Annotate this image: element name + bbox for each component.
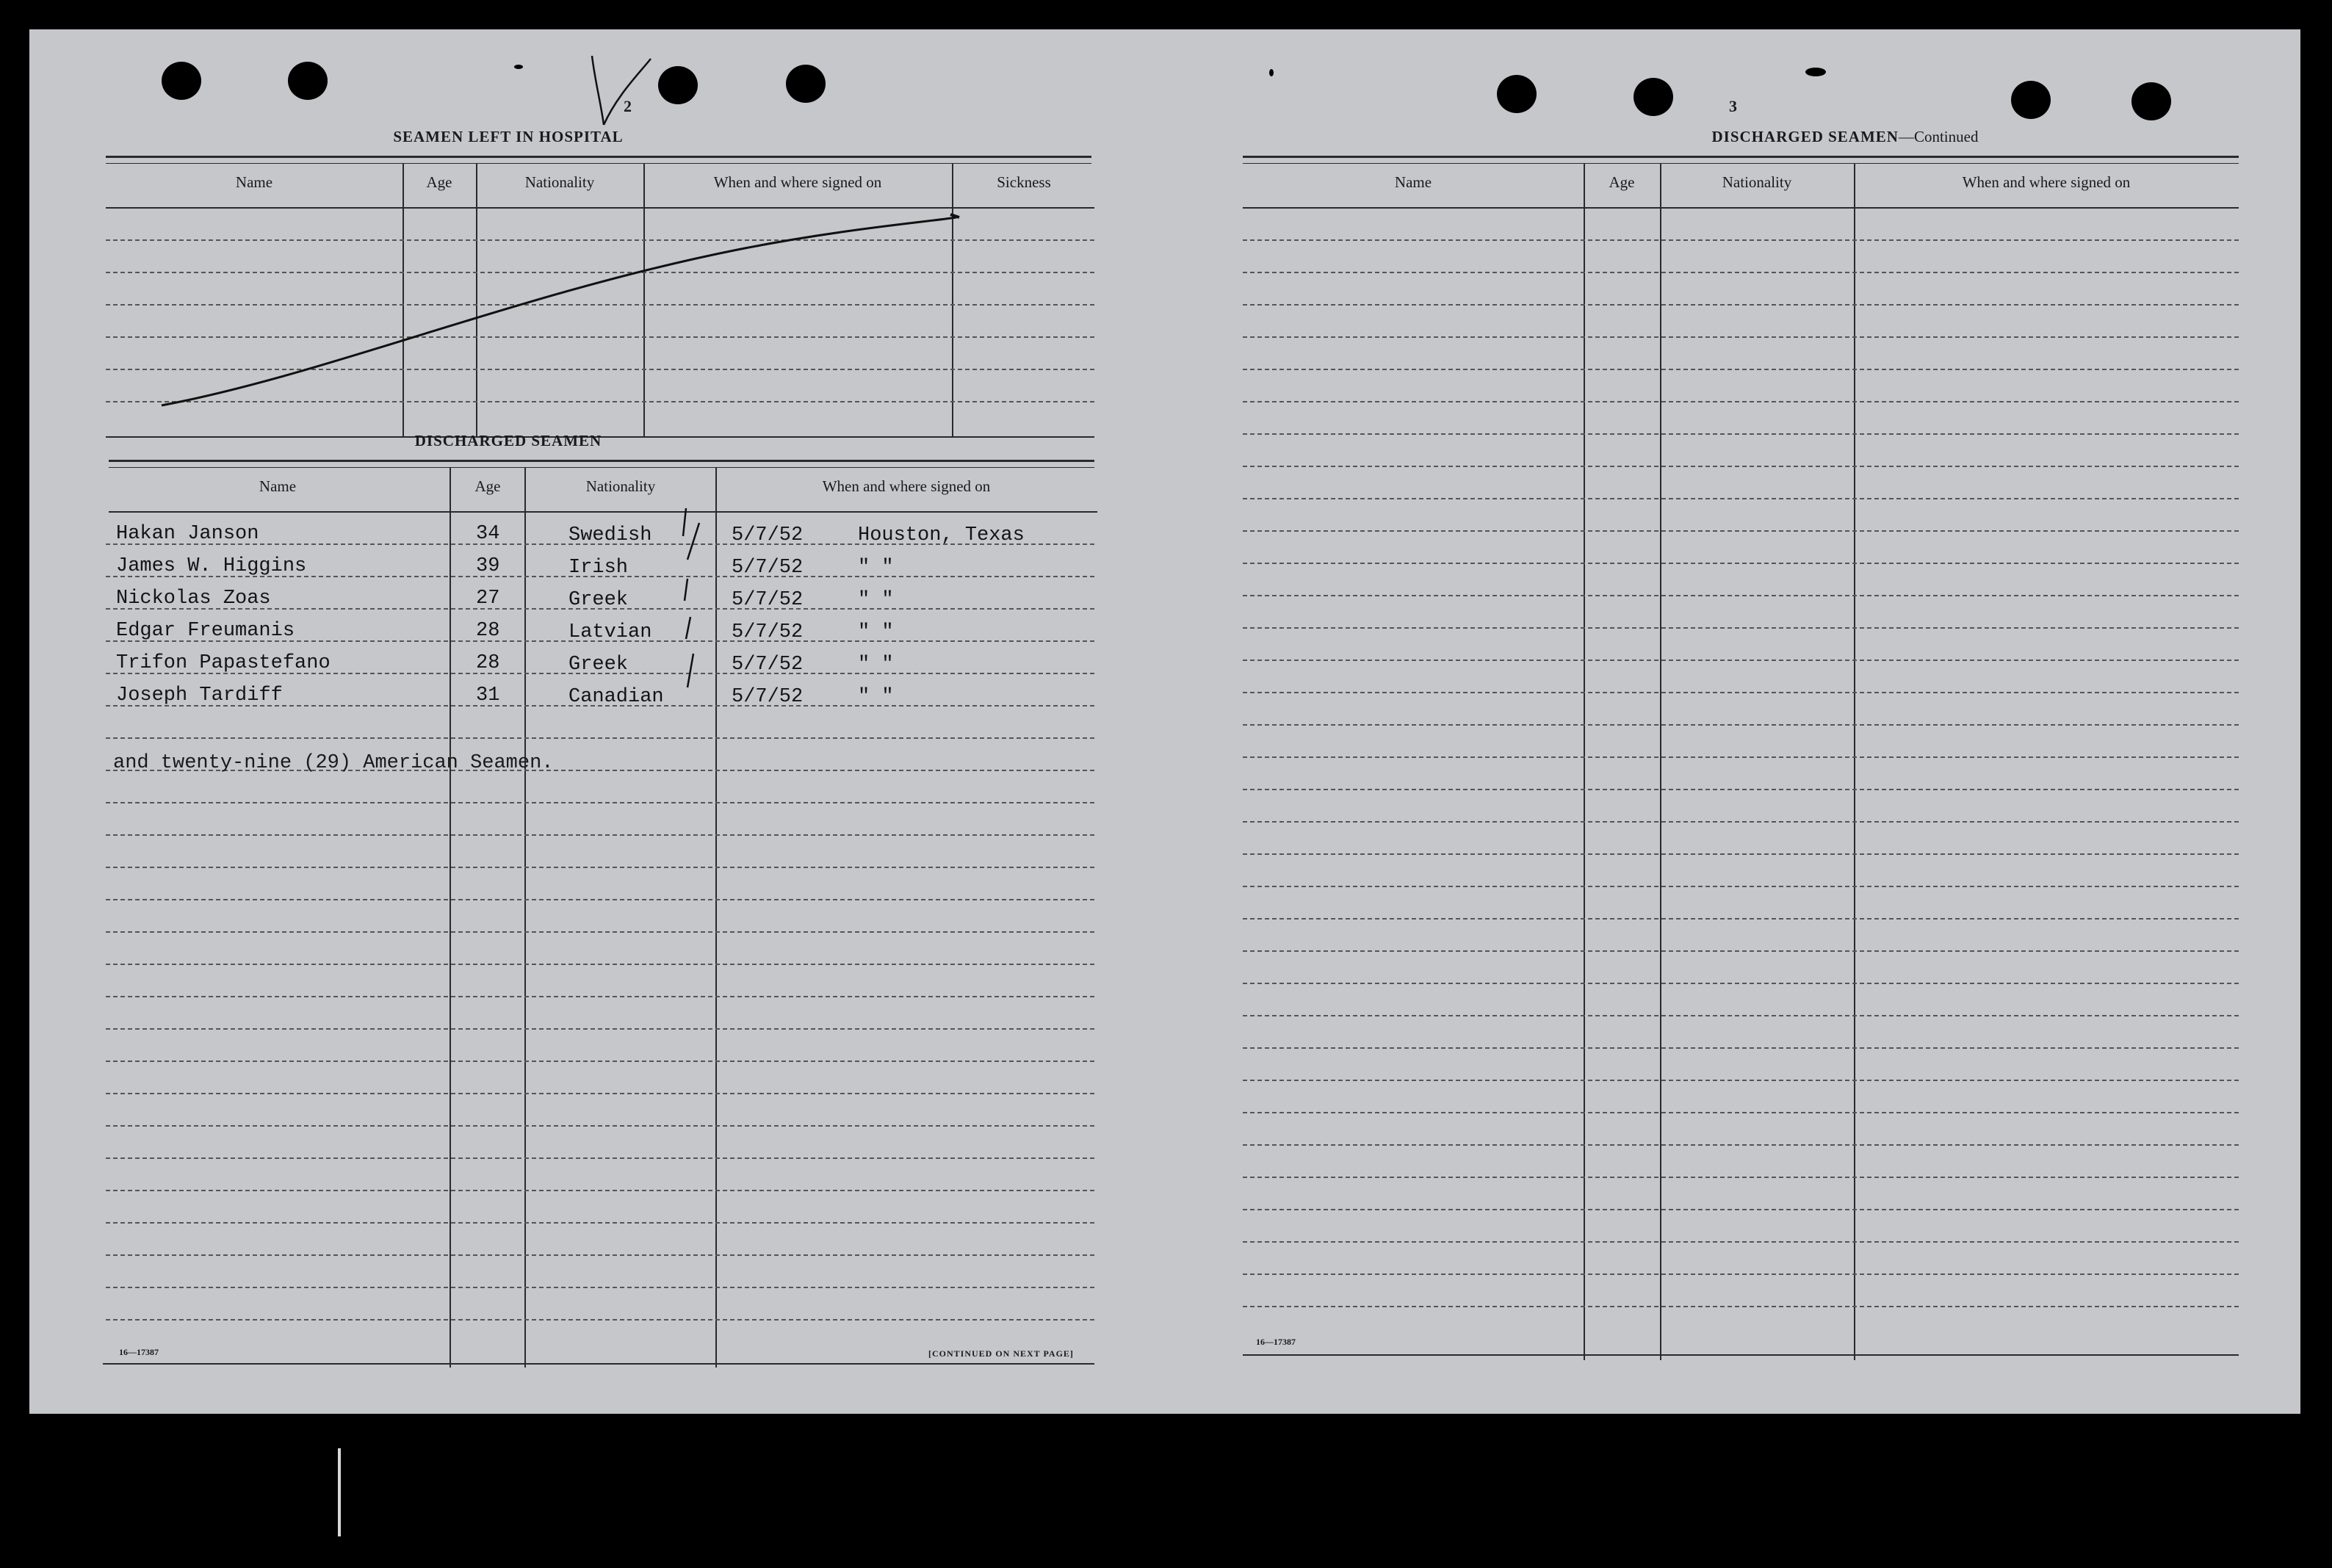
ruled-line	[1243, 853, 2239, 855]
column-header-age: Age	[426, 173, 452, 191]
punch-hole	[786, 65, 826, 103]
cell-age: 27	[476, 588, 500, 610]
section-rule	[109, 460, 1094, 468]
cell-place: " "	[858, 686, 894, 708]
ruled-line	[106, 737, 1094, 739]
ruled-line	[1243, 239, 2239, 241]
ruled-line	[106, 996, 1094, 997]
ruled-line	[106, 1254, 1094, 1256]
ruled-line	[1243, 498, 2239, 499]
column-header-nationality: Nationality	[585, 477, 656, 495]
column-header-when-where: When and where signed on	[1962, 173, 2131, 191]
header-rule	[109, 511, 1097, 513]
ruled-line	[1243, 692, 2239, 693]
cell-nationality: Canadian	[568, 686, 664, 708]
scan-edge-mark	[338, 1448, 341, 1536]
cell-name: Trifon Papastefano	[116, 652, 331, 674]
pen-strike-line	[106, 29, 1134, 470]
cell-age: 28	[476, 620, 500, 642]
cell-place: " "	[858, 557, 894, 579]
ruled-line	[106, 1287, 1094, 1288]
speck	[514, 65, 523, 69]
cell-name: Joseph Tardiff	[116, 684, 283, 707]
ruled-line	[1243, 1080, 2239, 1081]
ruled-line	[1243, 1144, 2239, 1146]
ruled-line	[1243, 530, 2239, 532]
margin-pen-marks	[29, 29, 2300, 176]
hospital-section-title: SEAMEN LEFT IN HOSPITAL	[393, 128, 624, 145]
ruled-line	[106, 239, 1094, 241]
ruled-line	[1243, 821, 2239, 823]
ruled-line	[106, 1319, 1094, 1320]
page-number: 2	[624, 97, 632, 115]
punch-hole	[1634, 78, 1673, 116]
ruled-line	[1243, 660, 2239, 661]
ruled-line	[106, 1061, 1094, 1062]
cell-date: 5/7/52	[732, 654, 804, 676]
cell-date: 5/7/52	[732, 557, 804, 579]
cell-date: 5/7/52	[732, 621, 804, 643]
american-seamen-note: and twenty-nine (29) American Seamen.	[113, 752, 554, 774]
cell-name: James W. Higgins	[116, 555, 307, 577]
ruled-line	[106, 1190, 1094, 1191]
column-header-sickness: Sickness	[997, 173, 1051, 191]
ruled-line	[1243, 1209, 2239, 1210]
cell-place: " "	[858, 654, 894, 676]
cell-nationality: Latvian	[568, 621, 652, 643]
section-rule	[1243, 156, 2239, 164]
punch-hole	[162, 62, 201, 100]
ruled-line	[106, 1157, 1094, 1159]
column-divider	[476, 163, 477, 438]
ruled-line	[106, 401, 1094, 402]
ruled-line	[106, 964, 1094, 965]
column-header-name: Name	[235, 173, 273, 191]
ruled-line	[106, 1222, 1094, 1224]
ruled-line	[1243, 433, 2239, 435]
ruled-line	[106, 867, 1094, 868]
ruled-line	[106, 1028, 1094, 1030]
ruled-line	[106, 369, 1094, 370]
cell-date: 5/7/52	[732, 686, 804, 708]
column-header-name: Name	[1394, 173, 1432, 191]
ruled-line	[106, 272, 1094, 273]
cell-nationality: Greek	[568, 589, 629, 611]
ruled-line	[1243, 983, 2239, 984]
cell-age: 31	[476, 684, 500, 707]
cell-age: 34	[476, 523, 500, 545]
title-main: DISCHARGED SEAMEN	[1711, 128, 1899, 145]
speck	[1805, 68, 1826, 76]
column-divider	[402, 163, 404, 438]
ruled-line	[106, 1125, 1094, 1127]
ruled-line	[106, 336, 1094, 338]
cell-name: Edgar Freumanis	[116, 620, 295, 642]
ruled-line	[1243, 724, 2239, 726]
ruled-line	[1243, 466, 2239, 467]
punch-hole	[2011, 81, 2051, 119]
title-suffix: —Continued	[1898, 128, 1979, 145]
document-sheet	[29, 29, 2300, 1414]
cell-place: " "	[858, 589, 894, 611]
header-rule	[106, 207, 1094, 209]
cell-age: 39	[476, 555, 500, 577]
column-header-nationality: Nationality	[524, 173, 595, 191]
cell-name: Nickolas Zoas	[116, 588, 271, 610]
ruled-line	[1243, 595, 2239, 596]
ruled-line	[1243, 401, 2239, 402]
ruled-line	[1243, 1306, 2239, 1307]
ruled-line	[106, 802, 1094, 803]
column-header-age: Age	[474, 477, 501, 495]
ruled-line	[106, 931, 1094, 933]
column-divider	[643, 163, 645, 438]
ruled-line	[1243, 1015, 2239, 1016]
ruled-line	[1243, 627, 2239, 629]
section-rule	[106, 156, 1091, 164]
punch-hole	[1497, 75, 1537, 113]
ruled-line	[1243, 886, 2239, 887]
column-divider	[952, 163, 953, 438]
cell-place: " "	[858, 621, 894, 643]
column-header-when-where: When and where signed on	[713, 173, 882, 191]
cell-name: Hakan Janson	[116, 523, 259, 545]
cell-date: 5/7/52	[732, 524, 804, 546]
ruled-line	[106, 1093, 1094, 1094]
ruled-line	[1243, 1177, 2239, 1178]
ruled-line	[106, 304, 1094, 306]
column-divider	[524, 467, 526, 1368]
column-divider	[450, 467, 451, 1368]
discharged-continued-title	[1177, 128, 2332, 146]
ruled-line	[1243, 1241, 2239, 1243]
table-bottom-rule	[1243, 1354, 2239, 1356]
header-rule	[1243, 207, 2239, 209]
ruled-line	[1243, 563, 2239, 564]
ruled-line	[1243, 789, 2239, 790]
ruled-line	[1243, 756, 2239, 758]
cell-nationality: Swedish	[568, 524, 652, 546]
discharged-section-title: DISCHARGED SEAMEN	[414, 432, 602, 449]
ruled-line	[1243, 336, 2239, 338]
column-header-when-where: When and where signed on	[822, 477, 991, 495]
punch-hole	[658, 66, 698, 104]
column-divider	[1660, 163, 1661, 1360]
column-divider	[1854, 163, 1855, 1360]
ruled-line	[106, 834, 1094, 836]
speck	[1269, 69, 1274, 76]
continued-footer: [CONTINUED ON NEXT PAGE]	[928, 1348, 1074, 1359]
punch-hole	[288, 62, 328, 100]
ruled-line	[106, 899, 1094, 900]
ruled-line	[1243, 950, 2239, 952]
ruled-line	[1243, 918, 2239, 920]
cell-age: 28	[476, 652, 500, 674]
column-divider	[715, 467, 717, 1368]
ruled-line	[1243, 1047, 2239, 1049]
ruled-line	[1243, 369, 2239, 370]
ruled-line	[1243, 272, 2239, 273]
column-header-age: Age	[1609, 173, 1635, 191]
ruled-line	[1243, 1273, 2239, 1275]
punch-hole	[2131, 82, 2171, 120]
page-number: 3	[1729, 97, 1737, 115]
cell-nationality: Irish	[568, 557, 629, 579]
form-number: 16—17387	[1256, 1337, 1296, 1347]
form-number: 16—17387	[119, 1347, 159, 1357]
cell-date: 5/7/52	[732, 589, 804, 611]
table-bottom-rule	[103, 1363, 1094, 1365]
column-header-name: Name	[259, 477, 297, 495]
cell-nationality: Greek	[568, 654, 629, 676]
ruled-line	[1243, 304, 2239, 306]
cell-place: Houston, Texas	[858, 524, 1025, 546]
column-header-nationality: Nationality	[1722, 173, 1792, 191]
ruled-line	[1243, 1112, 2239, 1113]
column-divider	[1584, 163, 1585, 1360]
